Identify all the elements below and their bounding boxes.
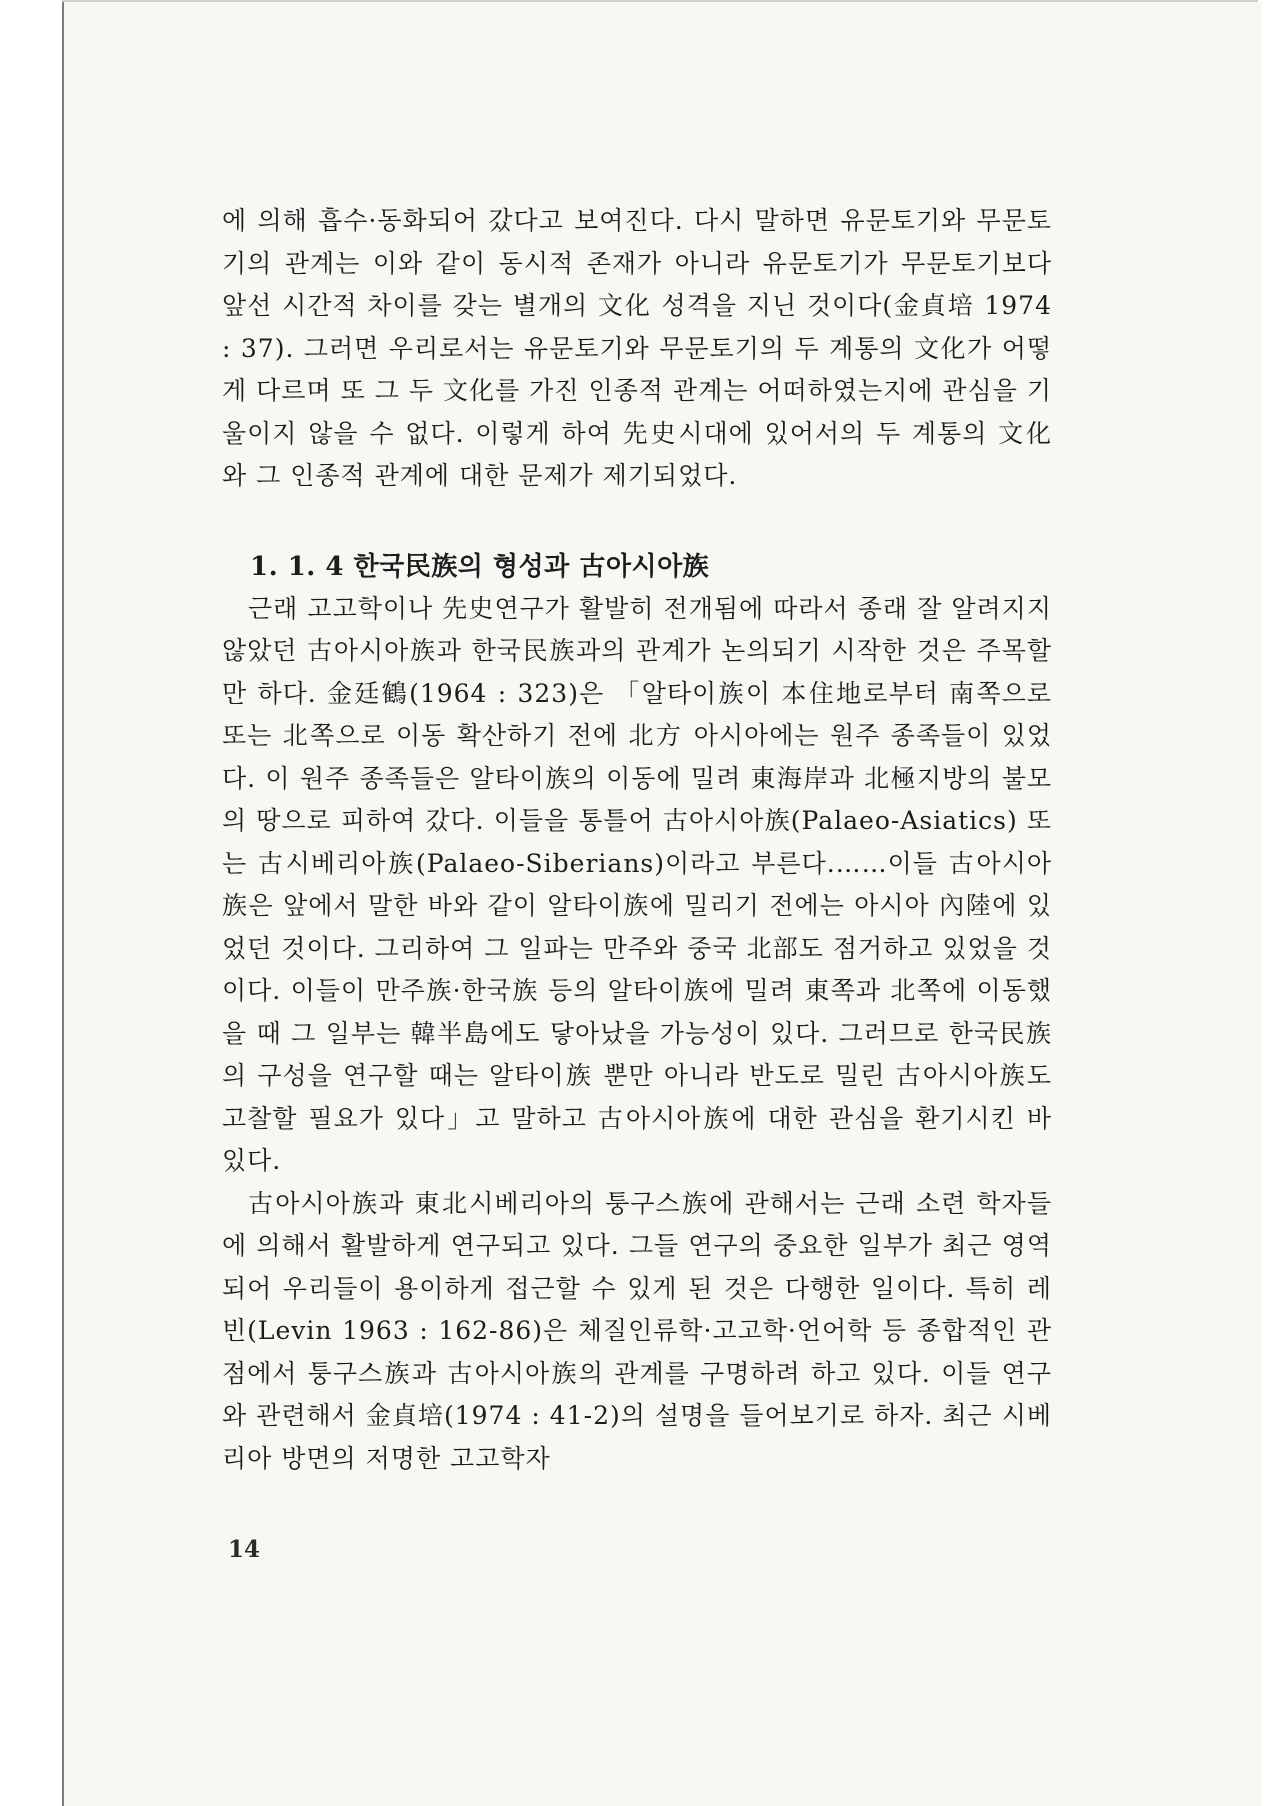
section-paragraph: 古아시아族과 東北시베리아의 퉁구스族에 관해서는 근래 소련 학자들에 의해서 활발하게 연구되고 있다. 그들 연구의 중요한 일부가 최근 영역되어 우리들이 용이하게 접근할 수 있게 된 것은 다행한 일이다. 특히 레빈(Levin 1963 : 162-86)은 체질인류학·고고학·언어학 등 종합적인 관점에서 퉁구스族과 古아시아族의 관계를 구명하려 하고 있다. 이들 연구와 관련해서 金貞培(1974 : 41-2)의 설명을 들어보기로 하자. 최근 시베리아 방면의 저명한 고고학자 (222, 1188, 1052, 1473)
paragraph-continued: 에 의해 흡수·동화되어 갔다고 보여진다. 다시 말하면 유문토기와 무문토기의 관계는 이와 같이 동시적 존재가 아니라 유문토기가 무문토기보다 앞선 시간적 차이를 갖는 별개의 文化 성격을 지닌 것이다(金貞培 1974 : 37). 그러면 우리로서는 유문토기와 무문토기의 두 계통의 文化가 어떻게 다르며 또 그 두 文化를 가진 인종적 관계는 어떠하였는지에 관심을 기울이지 않을 수 없다. 이렇게 하여 先史시대에 있어서의 두 계통의 文化와 그 인종적 관계에 대한 문제가 제기되었다. (222, 206, 1052, 490)
page-body (222, 200, 1052, 1480)
section-heading: 1. 1. 4 한국民族의 형성과 古아시아族 (250, 551, 710, 582)
page-number: 14 (228, 1536, 261, 1563)
section-paragraph: 근래 고고학이나 先史연구가 활발히 전개됨에 따라서 종래 잘 알려지지 않았던 古아시아族과 한국民族과의 관계가 논의되기 시작한 것은 주목할만 하다. 金廷鶴(1964 : 323)은 「알타이族이 本住地로부터 南쪽으로 또는 北쪽으로 이동 확산하기 전에 北方 아시아에는 원주 종족들이 있었다. 이 원주 종족들은 알타이族의 이동에 밀려 東海岸과 北極지방의 불모의 땅으로 피하여 갔다. 이들을 통틀어 古아시아族(Palaeo-Asiatics) 또는 古시베리아族(Palaeo-Siberians)이라고 부른다.……이들 古아시아族은 앞에서 말한 바와 같이 알타이族에 밀리기 전에는 아시아 內陸에 있었던 것이다. 그리하여 그 일파는 만주와 중국 北部도 점거하고 있었을 것이다. 이들이 만주族·한국族 등의 알타이族에 밀려 東쪽과 北쪽에 이동했을 때 그 일부는 韓半島에도 닿아났을 가능성이 있다. 그러므로 한국民族의 구성을 연구할 때는 알타이族 뿐만 아니라 반도로 밀린 古아시아族도 고찰할 필요가 있다」고 말하고 古아시아族에 대한 관심을 환기시킨 바 있다. (222, 593, 1052, 1175)
